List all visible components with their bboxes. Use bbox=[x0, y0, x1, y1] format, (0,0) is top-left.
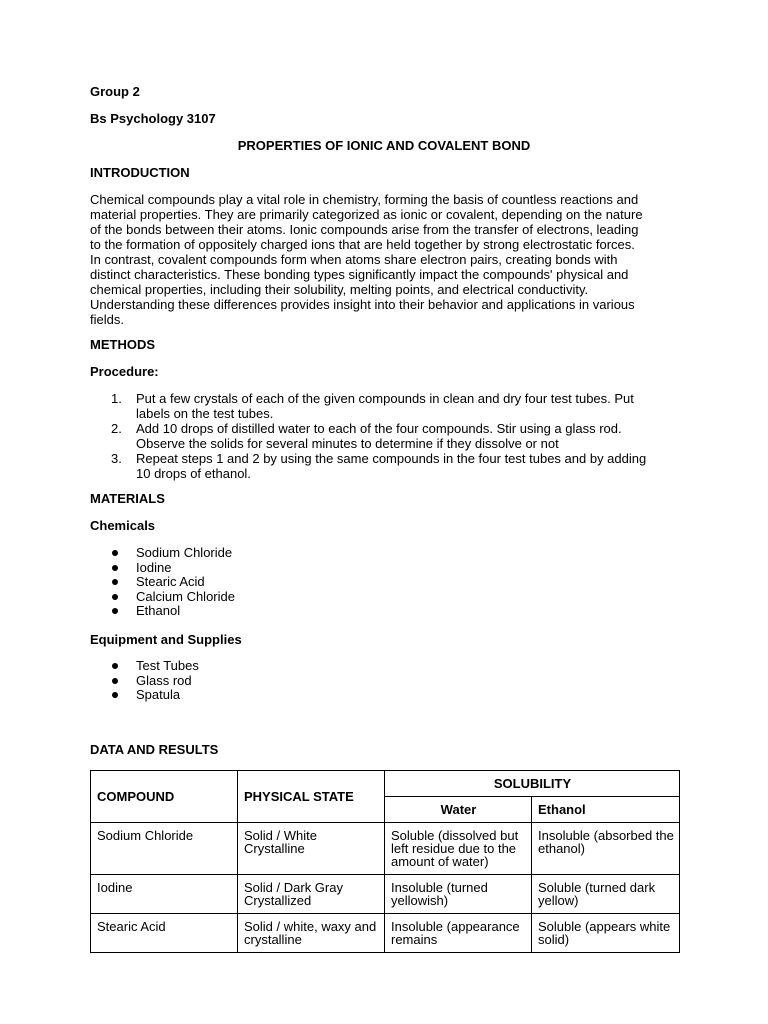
header-water: Water bbox=[385, 797, 532, 823]
equipment-list bbox=[90, 659, 199, 703]
step-line: 10 drops of ethanol. bbox=[136, 466, 251, 481]
intro-line: chemical properties, including their solubility, melting points, and electrical conductivity. bbox=[90, 282, 589, 297]
bullet-icon bbox=[112, 692, 118, 698]
list-item bbox=[90, 659, 199, 674]
list-item bbox=[90, 604, 235, 619]
introduction-paragraph bbox=[90, 192, 678, 327]
cell-water: Insoluble (turned yellowish) bbox=[385, 875, 532, 914]
methods-heading: METHODS bbox=[90, 337, 155, 352]
intro-line: fields. bbox=[90, 312, 124, 327]
procedure-list bbox=[90, 391, 680, 481]
list-item-label: Stearic Acid bbox=[136, 574, 205, 590]
intro-line: distinct characteristics. These bonding types significantly impact the compounds' physical and bbox=[90, 267, 629, 282]
intro-line: material properties. They are primarily categorized as ionic or covalent, depending on the nature bbox=[90, 207, 643, 222]
table-row bbox=[91, 914, 680, 953]
table-row bbox=[91, 823, 680, 875]
bullet-icon bbox=[112, 594, 118, 600]
cell-state: Solid / White Crystalline bbox=[238, 823, 385, 875]
cell-ethanol: Insoluble (absorbed the ethanol) bbox=[532, 823, 680, 875]
intro-line: Understanding these differences provides insight into their behavior and applications in various bbox=[90, 297, 635, 312]
step-line: Observe the solids for several minutes to determine if they dissolve or not bbox=[136, 436, 559, 451]
step-line: Repeat steps 1 and 2 by using the same compounds in the four test tubes and by adding bbox=[136, 451, 647, 466]
procedure-step bbox=[90, 451, 680, 481]
list-item bbox=[90, 590, 235, 605]
table-header-row bbox=[91, 771, 680, 797]
section-label: Bs Psychology 3107 bbox=[90, 111, 216, 126]
bullet-icon bbox=[112, 663, 118, 669]
cell-state: Solid / Dark Gray Crystallized bbox=[238, 875, 385, 914]
results-heading: DATA AND RESULTS bbox=[90, 742, 219, 757]
intro-line: Chemical compounds play a vital role in chemistry, forming the basis of countless reactions and bbox=[90, 192, 639, 207]
list-item bbox=[90, 688, 199, 703]
list-item-label: Spatula bbox=[136, 687, 181, 703]
step-number: 3. bbox=[111, 451, 122, 466]
bullet-icon bbox=[112, 579, 118, 585]
cell-ethanol: Soluble (turned dark yellow) bbox=[532, 875, 680, 914]
header-solubility: SOLUBILITY bbox=[385, 771, 680, 797]
list-item bbox=[90, 561, 235, 576]
chemicals-heading: Chemicals bbox=[90, 518, 156, 533]
list-item bbox=[90, 674, 199, 689]
group-label: Group 2 bbox=[90, 84, 140, 99]
list-item-label: Iodine bbox=[136, 559, 172, 575]
cell-compound: Iodine bbox=[91, 875, 238, 914]
procedure-step bbox=[90, 421, 680, 451]
bullet-icon bbox=[112, 608, 118, 614]
procedure-step bbox=[90, 391, 680, 421]
list-item-label: Glass rod bbox=[136, 672, 192, 688]
list-item-label: Sodium Chloride bbox=[136, 545, 233, 560]
cell-compound: Sodium Chloride bbox=[91, 823, 238, 875]
bullet-icon bbox=[112, 550, 118, 556]
equipment-heading: Equipment and Supplies bbox=[90, 632, 242, 647]
header-physical-state: PHYSICAL STATE bbox=[238, 771, 385, 823]
intro-line: In contrast, covalent compounds form when atoms share electron pairs, creating bonds with bbox=[90, 252, 618, 267]
step-line: labels on the test tubes. bbox=[136, 406, 274, 421]
intro-line: to the formation of oppositely charged ions that are held together by strong electrostatic forces. bbox=[90, 237, 635, 252]
list-item bbox=[90, 575, 235, 590]
step-number: 2. bbox=[111, 421, 122, 436]
cell-state: Solid / white, waxy and crystalline bbox=[238, 914, 385, 953]
header-compound: COMPOUND bbox=[91, 771, 238, 823]
header-ethanol: Ethanol bbox=[532, 797, 680, 823]
list-item bbox=[90, 546, 235, 561]
step-number: 1. bbox=[111, 391, 122, 406]
cell-water: Insoluble (appearance remains bbox=[385, 914, 532, 953]
cell-ethanol: Soluble (appears white solid) bbox=[532, 914, 680, 953]
list-item-label: Calcium Chloride bbox=[136, 588, 235, 604]
step-line: Add 10 drops of distilled water to each of the four compounds. Stir using a glass rod. bbox=[136, 421, 622, 436]
cell-water: Soluble (dissolved but left residue due to the amount of water) bbox=[385, 823, 532, 875]
bullet-icon bbox=[112, 678, 118, 684]
procedure-heading: Procedure: bbox=[90, 364, 159, 379]
results-table bbox=[90, 770, 680, 953]
list-item-label: Test Tubes bbox=[136, 658, 199, 673]
bullet-icon bbox=[112, 565, 118, 571]
list-item-label: Ethanol bbox=[136, 603, 181, 619]
document-title: PROPERTIES OF IONIC AND COVALENT BOND bbox=[237, 138, 531, 153]
cell-compound: Stearic Acid bbox=[91, 914, 238, 953]
introduction-heading: INTRODUCTION bbox=[90, 165, 190, 180]
intro-line: of the bonds between their atoms. Ionic compounds arise from the transfer of electrons, leading bbox=[90, 222, 639, 237]
materials-heading: MATERIALS bbox=[90, 491, 165, 506]
table-row bbox=[91, 875, 680, 914]
step-line: Put a few crystals of each of the given compounds in clean and dry four test tubes. Put bbox=[136, 391, 634, 406]
chemicals-list bbox=[90, 546, 235, 619]
